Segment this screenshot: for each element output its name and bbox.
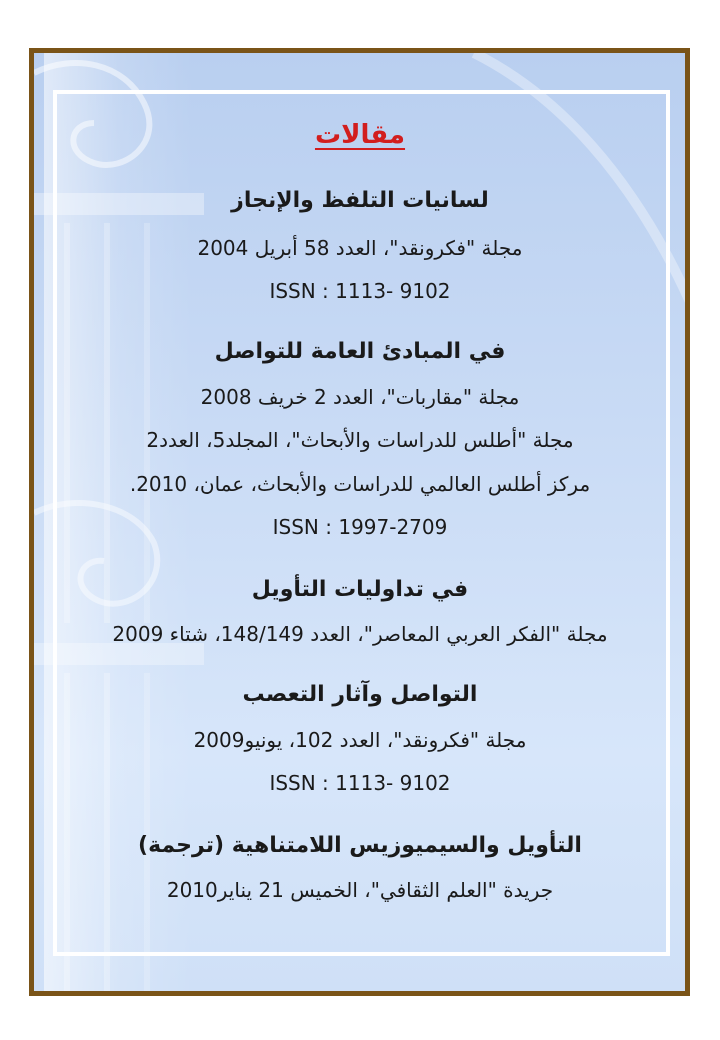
article-source: مجلة "الفكر العربي المعاصر"، العدد 148/149، شتاء 2009: [112, 622, 608, 646]
article-source: مجلة "أطلس للدراسات والأبحاث"، المجلد5، العدد2: [146, 428, 574, 452]
article-title: في تداوليات التأويل: [251, 577, 469, 602]
article-source: مجلة "فكرونقد"، العدد 102، يونيو2009: [193, 728, 527, 752]
article-source: مركز أطلس العالمي للدراسات والأبحاث، عمان، 2010.: [129, 472, 591, 496]
article-source: جريدة "العلم الثقافي"، الخميس 21 يناير2010: [166, 878, 554, 902]
article-issn: ISSN : 1113- 9102: [269, 279, 451, 303]
article-title: لسانيات التلفظ والإنجاز: [231, 188, 489, 213]
article-title: التواصل وآثار التعصب: [242, 682, 478, 707]
article-source: مجلة "مقاربات"، العدد 2 خريف 2008: [200, 385, 520, 409]
article-title: في المبادئ العامة للتواصل: [214, 339, 506, 364]
article-title: التأويل والسيميوزيس اللامتناهية (ترجمة): [138, 833, 582, 858]
section-heading: مقالات: [314, 120, 406, 150]
article-issn: ISSN : 1113- 9102: [269, 771, 451, 795]
article-issn: ISSN : 1997-2709: [272, 515, 448, 539]
article-source: مجلة "فكرونقد"، العدد 58 أبريل 2004: [197, 236, 523, 260]
